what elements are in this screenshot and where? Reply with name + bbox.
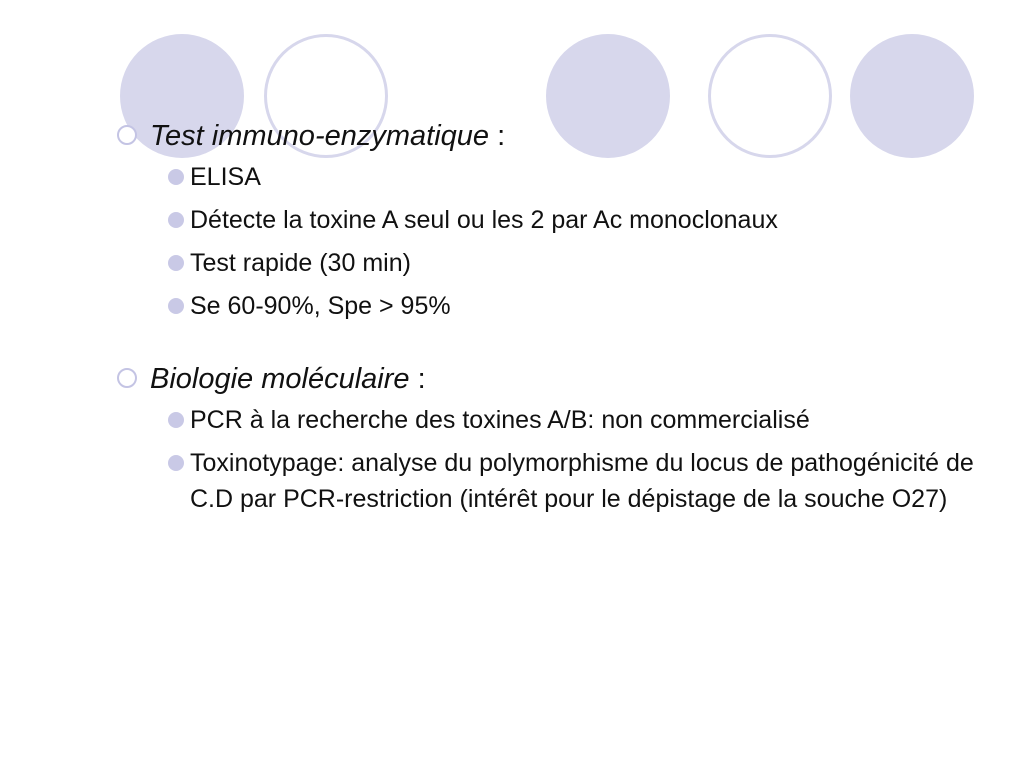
ring-bullet-icon [117,125,137,145]
list-item [168,402,995,438]
dot-bullet-icon [168,412,184,428]
list-item-text: ELISA [190,163,261,191]
list-item-text: Détecte la toxine A seul ou les 2 par Ac monoclonaux [190,206,778,234]
dot-bullet-icon [168,255,184,271]
section-title: Biologie moléculaire [150,363,410,395]
dot-bullet-icon [168,169,184,185]
slide-content [115,116,995,524]
list-item-text: PCR à la recherche des toxines A/B: non commercialisé [190,406,810,434]
section-heading-molecular [115,359,995,399]
dot-bullet-icon [168,455,184,471]
list-item [168,202,995,238]
section-heading-elisa [115,116,995,156]
section-title: Test immuno-enzymatique [150,120,490,152]
list-item-text: Se 60-90%, Spe > 95% [190,292,451,320]
section-spacer [115,331,995,359]
ring-bullet-icon [117,368,137,388]
list-item [168,159,995,195]
section-title-suffix: : [489,120,506,152]
list-item [168,288,995,324]
dot-bullet-icon [168,212,184,228]
list-item [168,445,995,517]
list-item-text: Test rapide (30 min) [190,249,411,277]
list-item [168,245,995,281]
section-items-list [115,402,995,517]
dot-bullet-icon [168,298,184,314]
section-title-suffix: : [409,363,426,395]
section-items-list [115,159,995,324]
list-item-text: Toxinotypage: analyse du polymorphisme du locus de pathogénicité de C.D par PCR-restriction (intérêt pour le dépistage de la souche O27) [190,449,974,513]
